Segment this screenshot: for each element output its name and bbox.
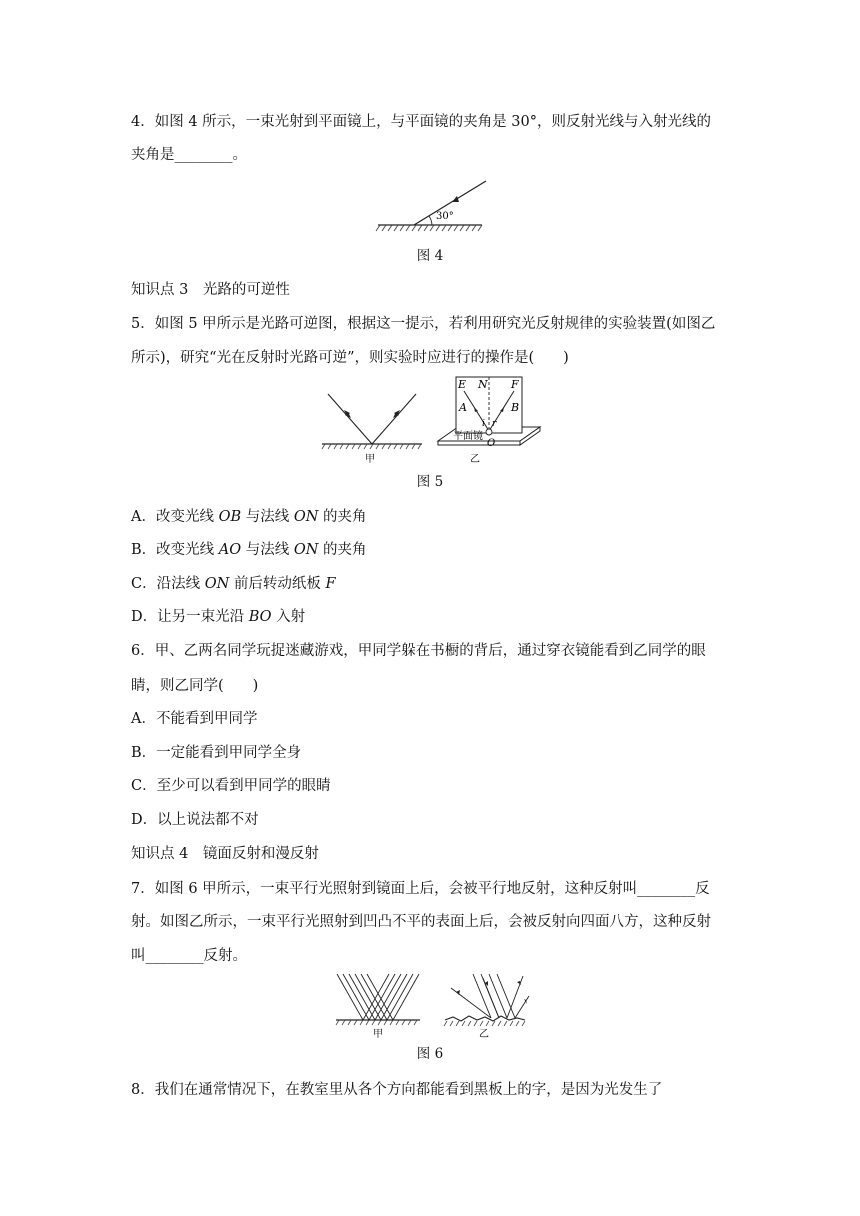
q6-option-b: B．一定能看到甲同学全身 (131, 745, 302, 761)
q7-line-2: 射。如图乙所示，一束平行光照射到凹凸不平的表面上后，会被反射向四面八方，这种反射 (131, 914, 711, 930)
q6-option-d: D．以上说法都不对 (131, 812, 259, 828)
q8-line-1: 8．我们在通常情况下，在教室里从各个方向都能看到黑板上的字，是因为光发生了 (131, 1082, 663, 1098)
q5-option-c: C．沿法线 ON 前后转动纸板 F (131, 576, 336, 592)
q7-line-1: 7．如图 6 甲所示，一束平行光照射到镜面上后，会被平行地反射，这种反射叫________反 (131, 881, 710, 897)
fig5-letter-E: E (458, 378, 467, 391)
q5-option-a: A．改变光线 OB 与法线 ON 的夹角 (131, 509, 367, 525)
fig6-label-yi: 乙 (479, 1029, 489, 1040)
fig5-letter-O: O (487, 438, 496, 449)
figure-6 (333, 970, 533, 1042)
fig6-caption: 图 6 (416, 1046, 444, 1062)
q6-line-1: 6．甲、乙两名同学玩捉迷藏游戏，甲同学躲在书橱的背后，通过穿衣镜能看到乙同学的眼 (131, 643, 706, 659)
fig5-mirror-label: 平面镜 (453, 431, 483, 442)
fig4-caption: 图 4 (416, 248, 444, 264)
kp4-heading: 知识点 4 镜面反射和漫反射 (131, 846, 319, 862)
fig5-letter-N: N (478, 378, 488, 391)
fig4-angle-label: 30° (436, 211, 454, 222)
fig5-caption: 图 5 (416, 474, 444, 490)
fig5-letter-F: F (511, 378, 519, 391)
q5-option-d: D．让另一束光沿 BO 入射 (131, 609, 306, 625)
fig5-letter-B: B (511, 401, 520, 414)
q6-option-c: C．至少可以看到甲同学的眼睛 (131, 778, 331, 794)
fig5-letter-r: r (492, 419, 497, 429)
q4-line-2: 夹角是________。 (131, 147, 247, 163)
fig5-letter-i: i (482, 419, 485, 429)
kp3-heading: 知识点 3 光路的可逆性 (131, 282, 290, 298)
q6-option-a: A．不能看到甲同学 (131, 711, 258, 727)
q7-line-3: 叫________反射。 (131, 948, 247, 964)
q4-line-1: 4．如图 4 所示，一束光射到平面镜上，与平面镜的夹角是 30°，则反射光线与入射光线的 (131, 114, 711, 130)
fig5-label-yi: 乙 (470, 454, 480, 465)
fig5-label-jia: 甲 (365, 454, 375, 465)
q6-line-2: 睛，则乙同学( ) (131, 678, 259, 694)
q5-line-2: 所示)，研究“光在反射时光路可逆”，则实验时应进行的操作是( ) (131, 350, 569, 366)
q5-option-b: B．改变光线 AO 与法线 ON 的夹角 (131, 542, 367, 558)
fig5-letter-A: A (459, 401, 467, 414)
figure-4 (370, 175, 490, 235)
figure-5 (320, 375, 550, 467)
fig6-label-jia: 甲 (373, 1029, 383, 1040)
q5-line-1: 5．如图 5 甲所示是光路可逆图，根据这一提示，若利用研究光反射规律的实验装置(如图乙 (131, 316, 716, 332)
